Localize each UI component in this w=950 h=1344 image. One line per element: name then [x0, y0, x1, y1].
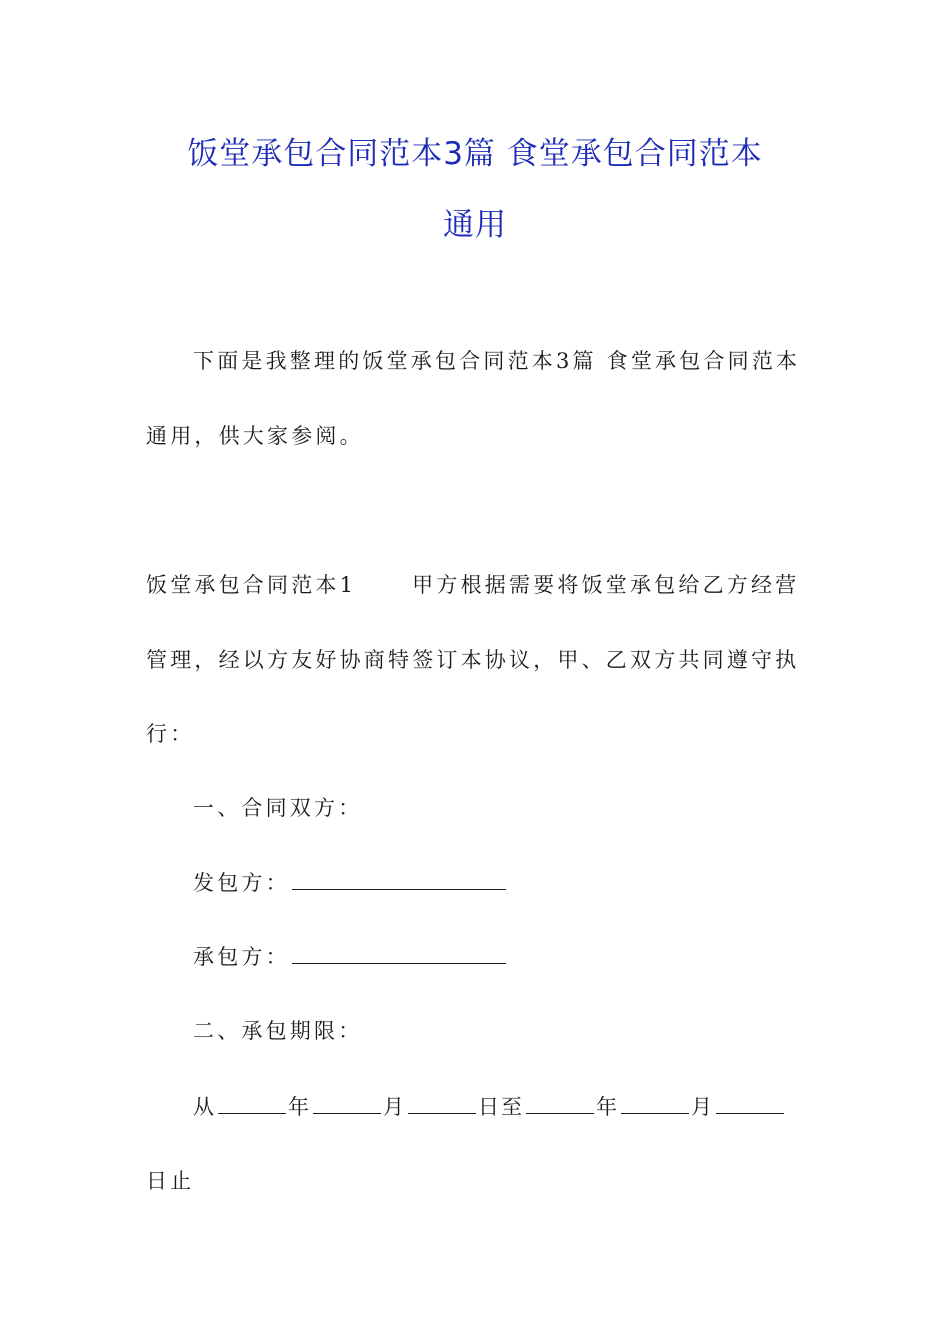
term-year2-blank: [526, 1093, 594, 1114]
party-a-label: 发包方：: [193, 871, 290, 895]
term-year1-text: 年: [288, 1095, 311, 1119]
term-month1-blank: [313, 1093, 381, 1114]
term-day1-blank: [408, 1093, 476, 1114]
term-month2-text: 月: [691, 1095, 714, 1119]
section-1-line-1: [146, 570, 799, 600]
section-1-intro: 甲方根据需要将饭堂承包给乙方经营: [412, 573, 800, 597]
clause-2-heading: 二、承包期限：: [193, 1019, 363, 1043]
section-1-line-2: 管理，经以方友好协商特签订本协议，甲、乙双方共同遵守执: [146, 648, 800, 672]
term-day2-blank: [716, 1093, 784, 1114]
party-b-label: 承包方：: [193, 945, 290, 969]
document-title-line-2: 通用: [443, 207, 507, 243]
term-month2-blank: [621, 1093, 689, 1114]
party-b-blank: [292, 943, 506, 964]
party-b-row: [193, 942, 508, 972]
party-a-row: [193, 868, 508, 898]
term-day-to-text: 日至: [478, 1095, 524, 1119]
term-year2-text: 年: [596, 1095, 619, 1119]
intro-paragraph-line-2: 通用，供大家参阅。: [146, 424, 364, 448]
term-month1-text: 月: [383, 1095, 406, 1119]
term-row: [193, 1092, 786, 1122]
document-title-line-1: 饭堂承包合同范本3篇 食堂承包合同范本: [187, 136, 763, 172]
clause-1-heading: 一、合同双方：: [193, 796, 363, 820]
term-year1-blank: [218, 1093, 286, 1114]
party-a-blank: [292, 869, 506, 890]
section-1-heading: 饭堂承包合同范本1: [146, 573, 357, 597]
intro-paragraph-line-1: 下面是我整理的饭堂承包合同范本3篇 食堂承包合同范本: [193, 349, 801, 373]
term-end-text: 日止: [146, 1169, 195, 1193]
term-from-text: 从: [193, 1095, 216, 1119]
section-1-line-3: 行：: [146, 722, 195, 746]
